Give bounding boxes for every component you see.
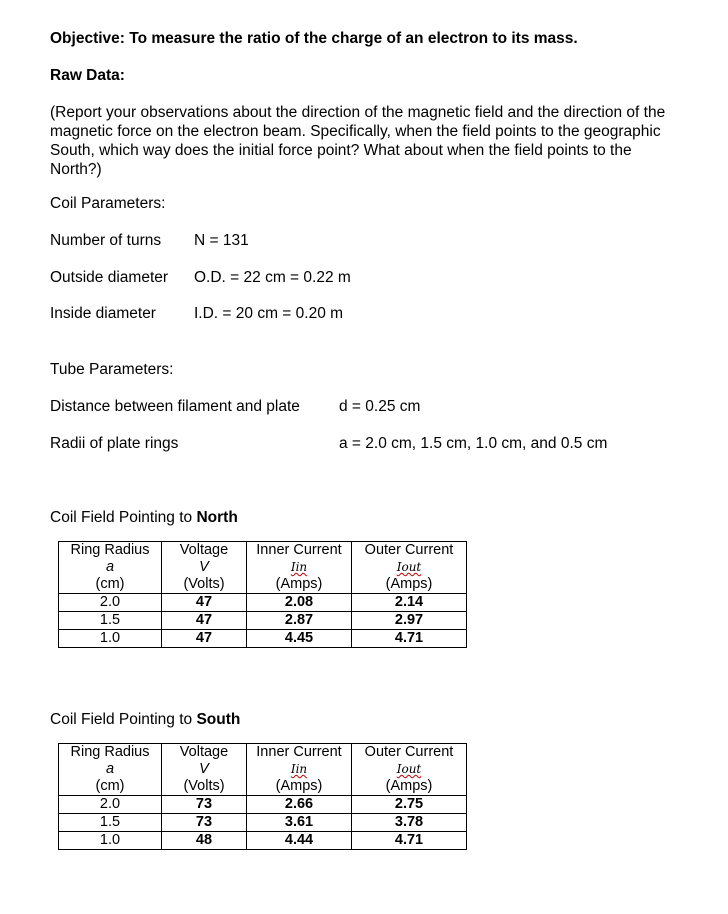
- voltage-cell: 47: [162, 594, 247, 612]
- table-row: [59, 612, 467, 630]
- inside-diameter-value: I.D. = 20 cm = 0.20 m: [194, 305, 344, 322]
- table-row: [59, 594, 467, 612]
- header-symbol-iout: [352, 559, 467, 576]
- voltage-cell: 73: [162, 796, 247, 814]
- header-unit-volts: (Volts): [162, 778, 247, 796]
- header-symbol-a: a: [59, 761, 162, 778]
- outer-current-cell: 2.75: [352, 796, 467, 814]
- header-unit-volts: (Volts): [162, 576, 247, 594]
- header-symbol-v: V: [162, 559, 247, 576]
- outer-current-cell: 2.14: [352, 594, 467, 612]
- symbol-iout: Iout: [396, 560, 422, 574]
- header-outer-current: Outer Current: [352, 542, 467, 560]
- inner-current-cell: 2.66: [247, 796, 352, 814]
- header-symbol-v: V: [162, 761, 247, 778]
- south-data-table: [58, 743, 467, 850]
- header-ring-radius: Ring Radius: [59, 744, 162, 762]
- header-unit-amps: (Amps): [247, 576, 352, 594]
- south-table-caption: [50, 711, 240, 729]
- south-caption-prefix: Coil Field Pointing to: [50, 711, 197, 728]
- north-caption-direction: North: [196, 509, 238, 526]
- outer-current-cell: 4.71: [352, 630, 467, 648]
- south-caption-direction: South: [196, 711, 241, 728]
- symbol-iin: Iin: [290, 560, 308, 574]
- north-data-table: [58, 541, 467, 648]
- table-row: [59, 796, 467, 814]
- inner-current-cell: 4.45: [247, 630, 352, 648]
- outer-current-cell: 3.78: [352, 814, 467, 832]
- distance-value: d = 0.25 cm: [339, 398, 421, 415]
- objective-heading: Objective: To measure the ratio of the charge of an electron to its mass.: [50, 30, 578, 47]
- header-voltage: Voltage: [162, 744, 247, 762]
- turns-value: N = 131: [194, 232, 249, 249]
- outer-current-cell: 2.97: [352, 612, 467, 630]
- tube-parameters-heading: Tube Parameters:: [50, 361, 174, 378]
- header-symbol-iin: [247, 761, 352, 778]
- ring-radius-cell: 1.0: [59, 630, 162, 648]
- north-table-caption: [50, 509, 238, 527]
- header-symbol-a: a: [59, 559, 162, 576]
- voltage-cell: 47: [162, 612, 247, 630]
- ring-radius-cell: 1.5: [59, 612, 162, 630]
- turns-label: Number of turns: [50, 232, 162, 249]
- outer-current-cell: 4.71: [352, 832, 467, 850]
- outside-diameter-value: O.D. = 22 cm = 0.22 m: [194, 269, 351, 286]
- header-unit-amps: (Amps): [352, 576, 467, 594]
- symbol-iin: Iin: [290, 762, 308, 776]
- ring-radius-cell: 1.0: [59, 832, 162, 850]
- coil-parameters-heading: Coil Parameters:: [50, 195, 166, 212]
- table-row: [59, 814, 467, 832]
- ring-radius-cell: 1.5: [59, 814, 162, 832]
- inner-current-cell: 2.87: [247, 612, 352, 630]
- header-unit-cm: (cm): [59, 778, 162, 796]
- inner-current-cell: 2.08: [247, 594, 352, 612]
- header-symbol-iin: [247, 559, 352, 576]
- table-row: [59, 630, 467, 648]
- header-voltage: Voltage: [162, 542, 247, 560]
- observation-instructions: (Report your observations about the direction of the magnetic field and the direction of the magnetic force on the electron beam. Specifically, when the field points to the geographic South, which way does the initial force point? What about when the field points to the North?): [50, 104, 666, 178]
- header-inner-current: Inner Current: [247, 744, 352, 762]
- radii-label: Radii of plate rings: [50, 435, 179, 452]
- raw-data-heading: Raw Data:: [50, 67, 125, 84]
- voltage-cell: 48: [162, 832, 247, 850]
- distance-label: Distance between filament and plate: [50, 398, 300, 415]
- inner-current-cell: 4.44: [247, 832, 352, 850]
- header-unit-cm: (cm): [59, 576, 162, 594]
- inside-diameter-label: Inside diameter: [50, 305, 156, 322]
- symbol-iout: Iout: [396, 762, 422, 776]
- voltage-cell: 47: [162, 630, 247, 648]
- header-inner-current: Inner Current: [247, 542, 352, 560]
- header-symbol-iout: [352, 761, 467, 778]
- outside-diameter-label: Outside diameter: [50, 269, 169, 286]
- inner-current-cell: 3.61: [247, 814, 352, 832]
- header-outer-current: Outer Current: [352, 744, 467, 762]
- voltage-cell: 73: [162, 814, 247, 832]
- ring-radius-cell: 2.0: [59, 796, 162, 814]
- radii-value: a = 2.0 cm, 1.5 cm, 1.0 cm, and 0.5 cm: [339, 435, 608, 452]
- ring-radius-cell: 2.0: [59, 594, 162, 612]
- header-ring-radius: Ring Radius: [59, 542, 162, 560]
- table-row: [59, 832, 467, 850]
- header-unit-amps: (Amps): [352, 778, 467, 796]
- header-unit-amps: (Amps): [247, 778, 352, 796]
- north-caption-prefix: Coil Field Pointing to: [50, 509, 197, 526]
